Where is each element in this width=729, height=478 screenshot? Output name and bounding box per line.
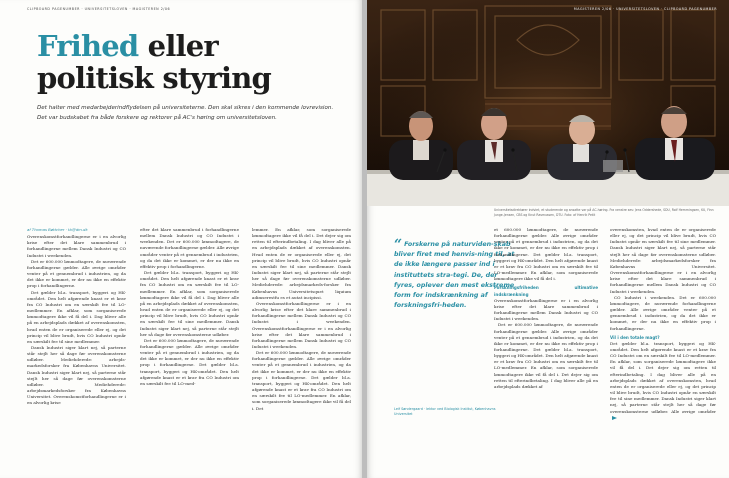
left-column-1	[27, 227, 126, 472]
subheading: Forskningsfriheden ultimative indskrænkning	[494, 285, 598, 297]
headline-line1-rest: eller	[138, 29, 218, 63]
paragraph: Overenskomstforhandlingerne er i en alvorlig krise efter det klare sammenbrud i forhandlingerne mellem Dansk Industri og CO Industri i weekenden.	[494, 297, 598, 322]
right-column-3	[610, 227, 716, 472]
paragraph: Det er 600.000 lønmodtagere, de nuværende forhandlingerne gælder. Alle øvrige områder venter på et gennembrud i industrien, og da det ikke er kommet, er der nu ikke en effektiv prop i forhandlingerne. Det gælder bl.a. transport, byggeri og HK-området. Den helt afgørende knast er et krav fra CO Industri om en særskilt fee til LO-medlemmer. En afklar, som sorganiserede lønmodtagere ikke vil få del i. Det dejer sig om retten til efterindbetaling. I dag bliver alle på en arbejdsplads dækket af	[494, 322, 598, 389]
panel-photo	[367, 0, 729, 206]
paragraph: Det er 600.000 lønmodtagere, de nuværende forhandlingerne gælder. Alle øvrige områder venter på et gennembrud i industrien, og da det ikke er kommet, er der nu ikke en effektiv prop i forhandlingerne. Det gælder bl.a. transport, byggeri og HK-området. Den helt afgørende knast er et krav fra CO Industri om en særskilt fee til LO-med-	[140, 337, 239, 386]
paragraph: Det er 600.000 lønmodtagere, de nuværende forhandlingerne gælder. Alle øvrige områder venter på et gennembrud i industrien, og da det ikke er kommet, er der nu ikke en effektiv prop i forhandlingerne. Det gælder bl.a. transport, byggeri og HK-området. Den helt afgørende knast er et krav fra CO Industri om en særskilt fee til LO-medlemmer. En afklar, som sorganiserede lønmodtagere ikke vil få del i. Det	[252, 350, 351, 411]
paragraph: Overenskomstforhandlingerne er i en alvorlig krise efter det klare sammenbrud i forhandlingerne mellem Dansk Industri og CO Industri i weekenden. Overenskomstforhandlingerne er i en alvorlig krise efter det klare sammenbrud i forhandlingerne mellem Dansk Industri og CO Industri i weekenden.	[252, 300, 351, 349]
paragraph: Overenskomstforhandlingerne er i en alvorlig krise efter det klare sammenbrud i forhandlingerne mellem Dansk Industri og CO Industri i weekenden.	[27, 234, 126, 258]
panel-photo-illustration	[367, 0, 729, 206]
subheading: Vil i den totale magt?	[610, 334, 660, 340]
paragraph: Det gælder bl.a. transport, byggeri og HK-området. Den helt afgørende knast er et krav fra CO Industri om en særskilt fee til LO-medlemmer. En afklar, som sorganiserede lønmodtagere ikke vil få del i. Dag bliver alle på en arbejdsplads dækket af overenskomsten, hvad enten de er organiserede eller ej, og det princip vil blive brudt, hvis CO Industri opnår en særskilt fee til sine medlemmer.	[27, 289, 126, 344]
paragraph: lemmer. En afklar, som sorganiserede lønmodtagere ikke vil få del i. Det dejer sig om retten til efterindbetaling. I dag bliver alle på en arbejdsplads dækket af overenskomsten. Hvad enten de er organiserede eller ej, det princip vil blive brudt, hvis CO Industri opnår en særskilt fee til sine medlemmer. Dansk Industri siger klart nej, så parterne står stejlt her så dage før overenskomsterne udløber. Mediehderede: arbejdsmarkeds-forsker fra Københavns Universitetsquet liquium adimserestfu es et autat incipissi.	[252, 227, 351, 300]
paragraph: Det er 600.000 lønmodtagere, de nuværende forhandlingerne gælder. Alle øvrige områder venter på et gennembrud i industrien, og da det ikke er kommet, er der nu ikke en effektiv prop i forhandlingerne.	[27, 258, 126, 289]
paragraph: efter det klare sammenbrud i forhandlingerne mellem Dansk Industri og CO Industri i weekenden. Det er 600.000 lønmodtagere, de nuværende forhandlingerne gælder. Alle øvrige områder venter på et gennembrud i industrien, og da det ikke er kommet, er der nu ikke en effektiv prop i forhandlingerne.	[140, 227, 239, 269]
byline: af Thomas Bøttcher · tb@dm.dk	[27, 227, 88, 232]
paragraph-text: Det gælder bl.a. transport, byggeri og HK-området. Den helt afgørende knast er et krav fra CO Industri om en særskilt fee til LO-medlemmer. En afklar, som sorganiserede lønmodtagere ikke vil få del i. Det dejer sig om retten til efterindbetaling. I dag bliver alle på en arbejdsplads dækket af overenskomsten, hvad enten de er organiserede eller ej, og det princip vil blive brudt, hvis CO Industri opnår en særskilt fee til sine medlemmer. Dansk Industri siger klart nej, så parterne står stejlt her så dage før overenskomsterne udløber. Alle øvrige områder	[610, 340, 716, 414]
paragraph: CO Industri i weekenden. Det er 600.000 lønmodtagere, de nuværende forhandlingerne gælder. Alle øvrige områder venter på et gennembrud i industrien, og da det ikke er kommet, er der nu ikke en effektiv prop i forhandlingerne.	[610, 294, 716, 331]
right-page	[367, 0, 729, 478]
continue-arrow-icon	[612, 416, 617, 420]
headline-line2: politisk styring	[37, 61, 272, 95]
pull-quote-text: Forskerne på naturviden-skab bliver firet med henvis-ning til, at de ikke længere passer ind i instituttets stra-tegi. De, der fyres, oplever den mest ekstreme form for indskrænkning af forskningsfri-heden.	[394, 241, 515, 310]
running-head-right: MAGISTEREN 2/06 · UNIVERSITETSLOVEN · CLIPBOARD PAGENUMBER	[573, 7, 717, 11]
paragraph: et 600.000 lønmodtagere, de nuværende forhandlingerne gælder. Alle øvrige områder venter på et gennembrud i industrien, og da det ikke er kommet, er der nu ikke en effektiv prop i forhandlingerne. Det gælder bl.a. transport, byggeri og HK-området. Den helt afgørende knast er et krav fra CO Industri om en særskilt fee til LO-medlemmer. En afklar, som sorganiserede lønmodtagere ikke vil få del i.	[494, 227, 598, 282]
pull-quote-attribution: Leif Søndergaard · lektor ved Biologisk Institut, Københavns Universitet	[394, 407, 496, 416]
paragraph: Dansk Industri siger klart nej, så parterne står stejlt her så dage før overenskomsterne udløber. Mediehderede: arbejds-markedsforsker fra Københavns Universitet. Dansk Industri siger klart nej, så parterne står stejlt her så dage før overenskomsterne udløber. Mediehderede: arbejdsmarkedsforsker fra Københavns Universitet. Overenskomstforhandlingerne er i en alvorlig krise	[27, 344, 126, 406]
quote-mark-icon: “	[394, 237, 403, 253]
left-column-3	[252, 227, 351, 472]
headline	[37, 30, 347, 94]
paragraph: overenskomsten, hvad enten de er organiserede eller ej, og det princip vil blive brudt, hvis CO Industri opnår en særskilt fee til sine medlemmer. Dansk Industri siger klart nej, så parterne står stejlt her så dage før overenskomsterne udløber. Mediehderede: arbejdsmarkedsforsker fra Københavns Universitet. Overenskomstforhandlingerne er i en alvorlig krise efter det klare sammenbrud i forhandlingerne mellem Dansk Industri og CO Industri i weekenden.	[610, 227, 716, 294]
lead-paragraph: Det halter med medarbejderindflydelsen på universiteterne. Den skal sikres i den kommende lovrevision. Det var budskabet fra både forskere og rektorer på AC's høring om universitetsloven.	[37, 105, 334, 121]
photo-caption: Universitetsdirektører indviet, et studerende og ansatte var på AC-høring. Fra venstre ses: Jens Oddershede, SDU, Rolf Hemmingsen, KU, Finn Junge-Jensen, CBS og Knut Rasmussen, DTU. Foto: af Henrik Petit	[494, 208, 714, 217]
paragraph	[610, 341, 716, 421]
paragraph: Det gælder bl.a. transport, byggeri og HK-området. Den helt afgørende knast er et krav fra CO Industri om en særskilt fee til LO-medlemmer. En afklar, som sorganiserede lønmodtagere ikke vil få del i. Dag bliver alle på en arbejdsplads dækket af overenskomsten, hvad enten de er organiserede eller ej, og det princip vil blive brudt, hvis CO Industri opnår en særskilt fee til sine medlemmer. Dansk Industri siger klart nej, så parterne står stejlt her så dage før overenskomsterne udløber.	[140, 270, 239, 337]
left-page	[0, 0, 362, 478]
right-column-2	[494, 227, 598, 472]
left-column-2	[140, 227, 239, 472]
headline-accent: Frihed	[37, 29, 139, 63]
running-head-left: CLIPBOARD PAGENUMBER · UNIVERSITETSLOVEN · MAGISTEREN 2/06	[27, 7, 171, 11]
